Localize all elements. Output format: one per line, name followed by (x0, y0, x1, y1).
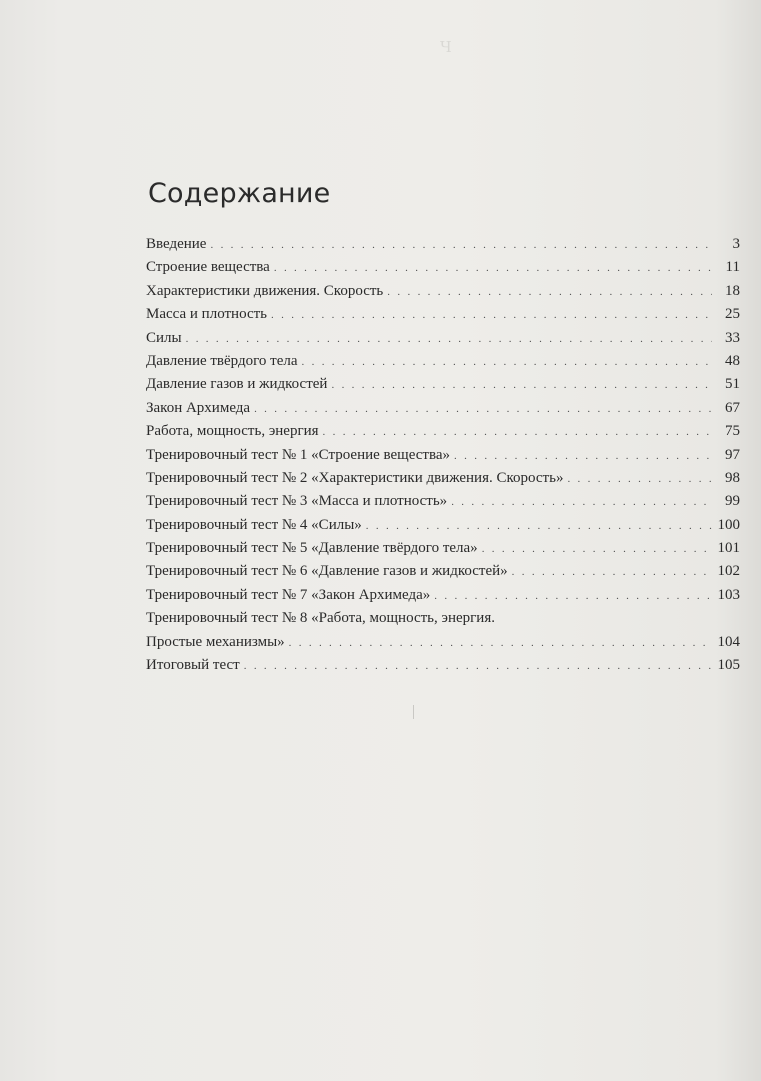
toc-entry-label: Тренировочный тест № 2 «Характеристики движения. Скорость» (146, 469, 564, 486)
toc-entry-label: Тренировочный тест № 7 «Закон Архимеда» (146, 586, 431, 603)
toc-entry-label: Тренировочный тест № 4 «Силы» (146, 516, 362, 533)
toc-entry (146, 350, 740, 373)
toc-entry (146, 584, 740, 607)
toc-page-number: 99 (725, 493, 740, 510)
toc-entry-label: Давление газов и жидкостей (146, 376, 328, 393)
dot-leader (210, 234, 712, 257)
toc-page-number: 11 (725, 259, 740, 276)
toc-page-number: 102 (717, 563, 740, 580)
dot-leader (366, 515, 712, 538)
toc-entry (146, 654, 740, 677)
toc-entry (146, 560, 740, 583)
toc-page-number: 18 (725, 282, 740, 299)
toc-entry-label: Тренировочный тест № 1 «Строение вещества» (146, 446, 451, 463)
toc-entry (146, 444, 740, 467)
toc-entry (146, 514, 740, 537)
toc-page-number: 67 (725, 399, 740, 416)
toc-page-number: 104 (717, 633, 740, 650)
toc-entry-label: Тренировочный тест № 8 «Работа, мощность, энергия. (146, 610, 495, 627)
toc-entry-label: Тренировочный тест № 6 «Давление газов и жидкостей» (146, 563, 508, 580)
toc-entry-label: Характеристики движения. Скорость (146, 282, 384, 299)
toc-page-number: 25 (725, 306, 740, 323)
toc-entry (146, 256, 740, 279)
toc-page-number: 75 (725, 423, 740, 440)
toc-page-number: 97 (725, 446, 740, 463)
dot-leader (512, 561, 712, 584)
toc-entry (146, 303, 740, 326)
dot-leader (271, 304, 712, 327)
toc-page-number: 33 (725, 329, 740, 346)
toc-entry-label: Закон Архимеда (146, 399, 251, 416)
dot-leader (434, 585, 712, 608)
toc-entry (146, 420, 740, 443)
toc-entry (146, 327, 740, 350)
toc-entry (146, 607, 740, 654)
toc-entry (146, 397, 740, 420)
toc-page-number: 98 (725, 469, 740, 486)
toc-page-number: 105 (717, 657, 740, 674)
dot-leader (451, 491, 712, 514)
toc-entry (146, 537, 740, 560)
toc-entry-label: Тренировочный тест № 5 «Давление твёрдого тела» (146, 540, 478, 557)
toc-page-number: 101 (717, 540, 740, 557)
toc-entry-label: Введение (146, 236, 207, 252)
dot-leader (289, 632, 712, 655)
toc-page-number: 48 (725, 352, 740, 369)
dot-leader (323, 421, 712, 444)
dot-leader (274, 257, 712, 280)
toc-entry-label: Строение вещества (146, 259, 270, 276)
dot-leader (482, 538, 712, 561)
toc-entry (146, 467, 740, 490)
dot-leader (331, 374, 712, 397)
toc-entry-continuation (146, 631, 740, 654)
toc-entry-label: Масса и плотность (146, 306, 268, 323)
toc-entry (146, 233, 740, 256)
toc-entry-label: Давление твёрдого тела (146, 352, 298, 369)
dot-leader (454, 445, 712, 468)
dot-leader (567, 468, 712, 491)
toc-entry (146, 280, 740, 303)
toc-entry-label: Силы (146, 329, 182, 346)
table-of-contents (146, 233, 740, 677)
toc-entry-label: Итоговый тест (146, 657, 240, 674)
toc-page-number: 51 (725, 376, 740, 393)
toc-page-number: 103 (717, 586, 740, 603)
dot-leader (186, 328, 712, 351)
toc-entry-label-line2: Простые механизмы» (146, 633, 285, 650)
toc-page-number: 100 (717, 516, 740, 533)
toc-entry-label: Работа, мощность, энергия (146, 423, 319, 440)
dot-leader (244, 655, 712, 678)
dot-leader (254, 398, 712, 421)
dot-leader (387, 281, 712, 304)
toc-entry (146, 490, 740, 513)
paper-speck (413, 705, 414, 719)
toc-page-number: 3 (732, 236, 740, 252)
page-title: Содержание (148, 178, 331, 209)
toc-entry (146, 373, 740, 396)
bleed-through-text: Ч (440, 38, 452, 56)
toc-entry-label: Тренировочный тест № 3 «Масса и плотность» (146, 493, 448, 510)
dot-leader (302, 351, 713, 374)
